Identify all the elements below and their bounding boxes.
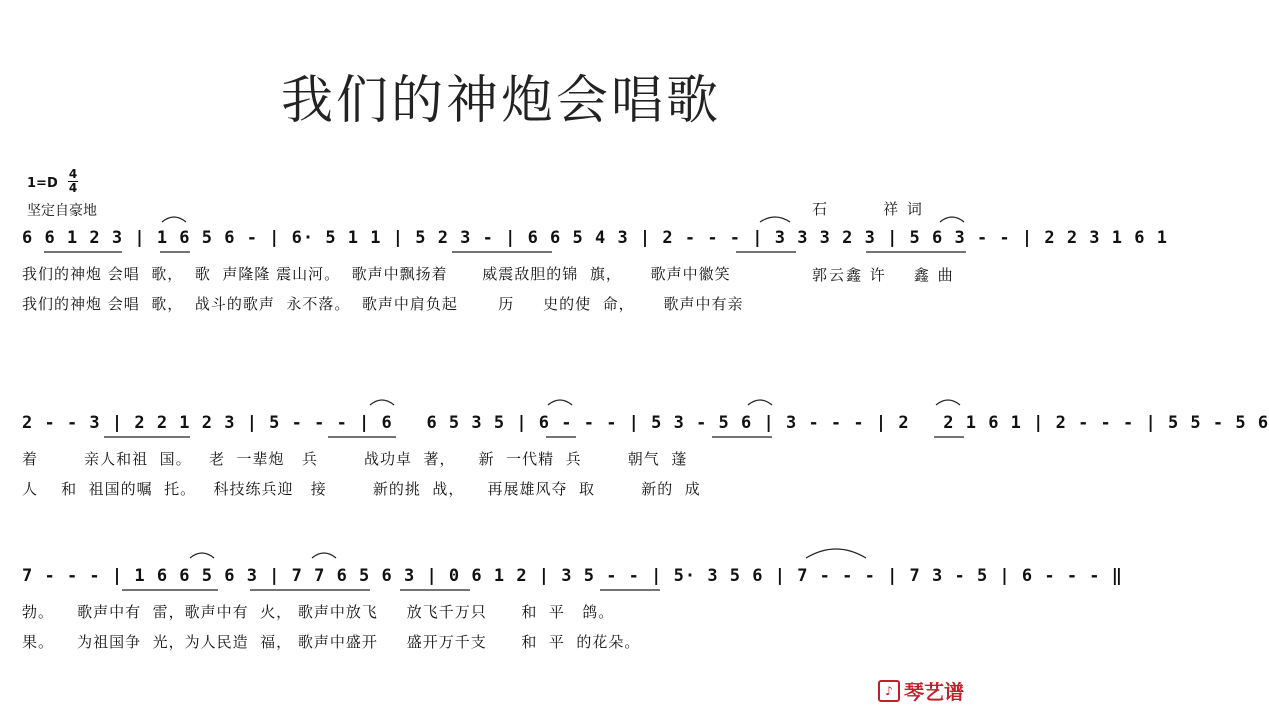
song-title: 我们的神炮会唱歌 (280, 71, 721, 131)
slur-mark (190, 553, 214, 558)
lyricist-credit: 石 祥 词 (812, 200, 924, 218)
lyric-verse1-line1: 我们的神炮 会唱 歌， 歌 声隆隆 震山河。 歌声中飘扬着 威震敌胆的锦 旗， 歌声中徽笑 (22, 265, 731, 283)
notation-line-1: 6 6 1 2 3 | 1 6 5 6 - | 6· 5 1 1 | 5 2 3 - | 6 6 5 4 3 | 2 - - - | 3 3 3 2 3 | 5 6 3 - - | 2 2 3 1 6 1 (22, 228, 1168, 248)
slur-mark (748, 400, 772, 405)
notation-line-2: 2 - - 3 | 2 2 1 2 3 | 5 - - - | 6 6 5 3 5 | 6 - - - | 5 3 - 5 6 | 3 - - - | 2 2 1 6 1 | 2 - - - | 5 5 - 5 6 (22, 413, 1269, 433)
slur-mark (936, 400, 960, 405)
composer-credit: 郭云鑫 许 鑫 曲 (812, 266, 955, 284)
lyric-verse1-line2: 着 亲人和祖 国。 老 一辈炮 兵 战功卓 著， 新 一代精 兵 朝气 蓬 (22, 450, 688, 468)
slur-mark (312, 553, 336, 558)
slur-mark (548, 400, 572, 405)
notation-line-3: 7 - - - | 1 6 6 5 6 3 | 7 7 6 5 6 3 | 0 6 1 2 | 3 5 - - | 5· 3 5 6 | 7 - - - | 7 3 - 5 | 6 - - - ‖ (22, 566, 1124, 586)
music-note-icon: ♪ (878, 680, 900, 702)
tempo-marking: 坚定自豪地 (27, 203, 97, 219)
slur-mark (370, 400, 394, 405)
meter-bottom: 4 (68, 181, 78, 195)
lyric-verse2-line3: 果。 为祖国争 光，为人民造 福， 歌声中盛开 盛开万千支 和 平 的花朵。 (22, 633, 641, 651)
lyric-verse2-line1: 我们的神炮 会唱 歌， 战斗的歌声 永不落。 歌声中肩负起 历 史的使 命， 歌声中有亲 (22, 295, 744, 313)
watermark-logo (878, 676, 964, 705)
slur-mark (162, 217, 186, 222)
slur-mark (940, 217, 964, 222)
key-signature: 1=D (27, 176, 58, 191)
slur-mark (760, 217, 790, 222)
slur-mark (806, 549, 866, 558)
lyric-verse1-line3: 勃。 歌声中有 雷，歌声中有 火， 歌声中放飞 放飞千万只 和 平 鸽。 (22, 603, 615, 621)
lyric-verse2-line2: 人 和 祖国的嘱 托。 科技练兵迎 接 新的挑 战， 再展雄风夺 取 新的 成 (22, 480, 701, 498)
meter-top: 4 (68, 167, 78, 181)
watermark-text: 琴艺谱 (904, 680, 964, 704)
